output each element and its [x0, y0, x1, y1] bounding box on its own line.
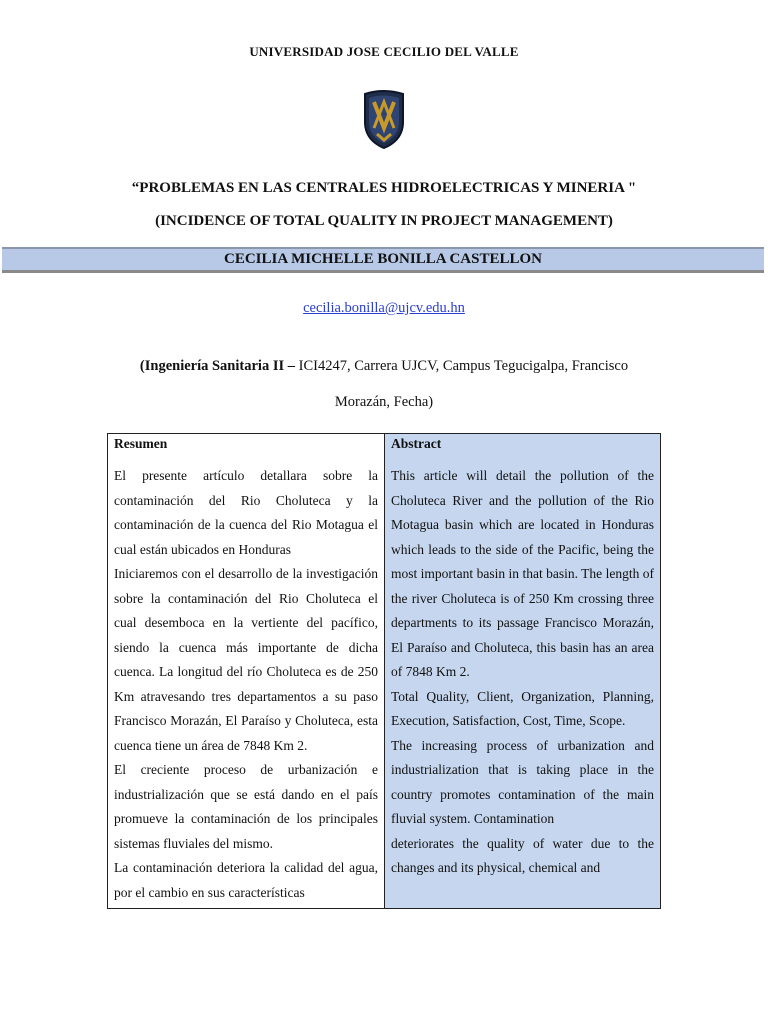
author-banner [2, 247, 764, 273]
affiliation-course: (Ingeniería Sanitaria II – [139, 358, 295, 374]
affiliation [120, 348, 648, 420]
abstract-keywords: Total Quality, Client, Organization, Planning, Execution, Satisfaction, Cost, Time, Scope. [391, 688, 654, 728]
paper-title-spanish: “PROBLEMAS EN LAS CENTRALES HIDROELECTRICAS Y MINERIA " [131, 180, 637, 196]
resumen-paragraph: El creciente proceso de urbanización e industrialización que se está dando en el país promueve la contaminación de los principales sistemas fluviales del mismo. [114, 762, 378, 851]
email-link[interactable]: cecilia.bonilla@ujcv.edu.hn [303, 300, 465, 316]
summary-table [107, 433, 661, 909]
abstract-column [385, 434, 660, 908]
resumen-column [108, 434, 385, 908]
abstract-paragraph: The increasing process of urbanization and industrialization that is taking place in the country promotes contamination of the main fluvial system. Contamination [391, 737, 654, 826]
author-email [0, 300, 768, 317]
university-crest-icon [359, 88, 409, 150]
abstract-paragraph: This article will detail the pollution of the Choluteca River and the pollution of the Rio Motagua basin which are located in Honduras which leads to the side of the Pacific, being the most important basin in that basin. The length of the river Choluteca is of 250 Km crossing three departments to its passage Francisco Morazán, El Paraíso and Choluteca, this basin has an area of 7848 Km 2. [391, 468, 654, 679]
resumen-paragraph: La contaminación deteriora la calidad del agua, por el cambio en sus características [114, 860, 378, 900]
abstract-heading: Abstract [391, 436, 442, 451]
author-name: CECILIA MICHELLE BONILLA CASTELLON [223, 251, 542, 267]
resumen-paragraph: Iniciaremos con el desarrollo de la investigación sobre la contaminación del Rio Choluteca el cual desemboca en la vertiente del pacífico, siendo la cuenca más importante de dicha cuenca. La longitud del río Choluteca es de 250 Km atravesando tres departamentos a su paso Francisco Morazán, El Paraíso y Choluteca, esta cuenca tiene un área de 7848 Km 2. [114, 566, 378, 753]
university-name: UNIVERSIDAD JOSE CECILIO DEL VALLE [249, 44, 519, 59]
paper-title-english: (INCIDENCE OF TOTAL QUALITY IN PROJECT MANAGEMENT) [155, 213, 613, 229]
affiliation-details: ICI4247, Carrera UJCV, Campus Tegucigalpa, Francisco Morazán, Fecha) [294, 358, 629, 410]
resumen-heading: Resumen [114, 436, 168, 451]
abstract-paragraph: deteriorates the quality of water due to the changes and its physical, chemical and [391, 835, 654, 875]
resumen-paragraph: El presente artículo detallara sobre la contaminación del Rio Choluteca y la contaminación de la cuenca del Rio Motagua el cual están ubicados en Honduras [114, 468, 378, 557]
